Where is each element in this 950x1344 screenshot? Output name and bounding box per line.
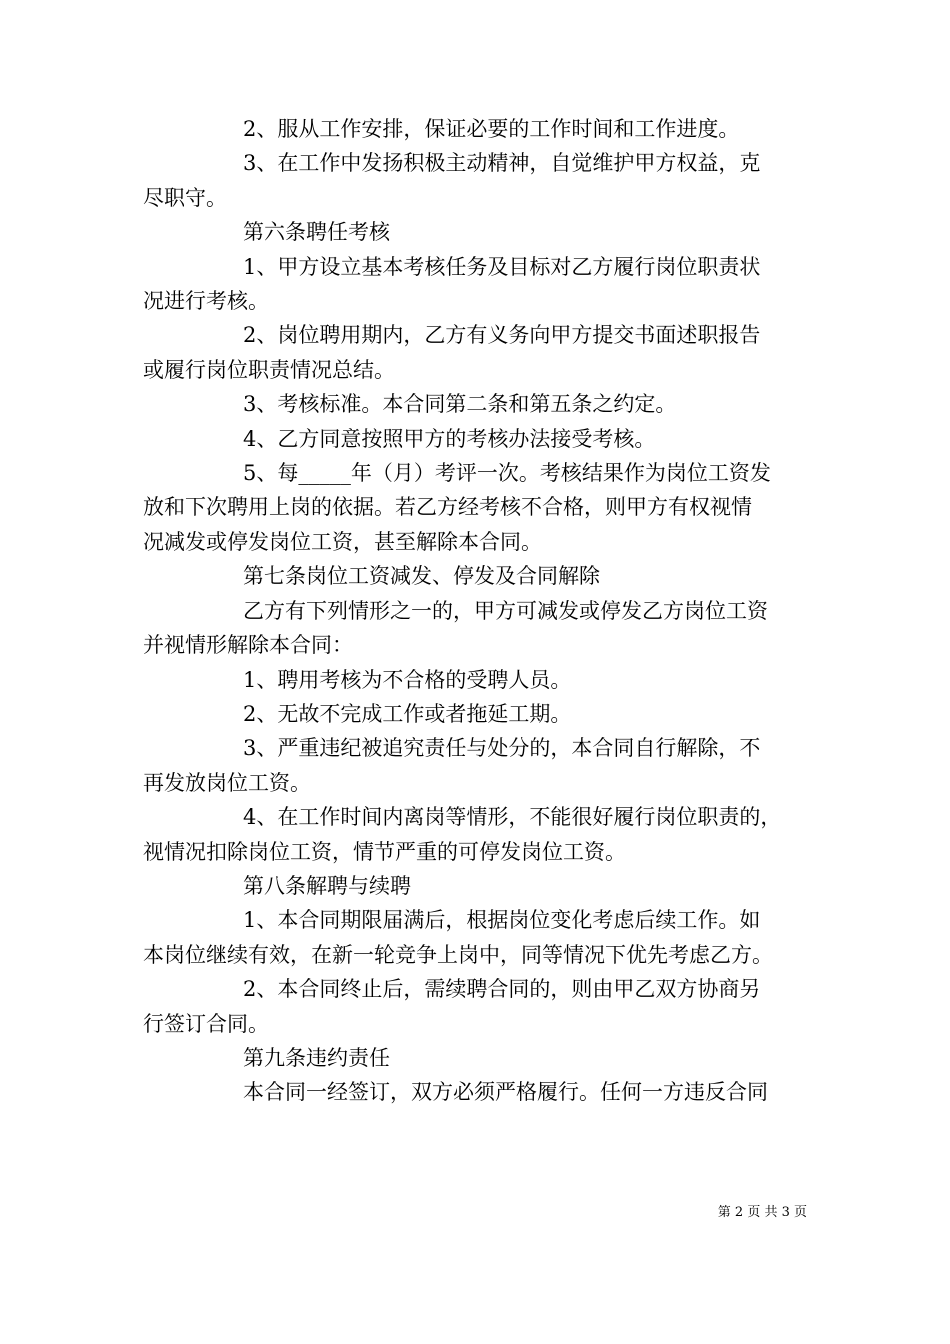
clause-line: 再发放岗位工资。 <box>143 770 311 795</box>
clause-line: 2、岗位聘用期内，乙方有义务向甲方提交书面述职报告 <box>243 323 761 348</box>
clause-line: 本合同一经签订，双方必须严格履行。任何一方违反合同 <box>243 1080 768 1105</box>
clause-line: 尽职守。 <box>143 185 227 210</box>
contract-body <box>143 112 813 1110</box>
article-heading: 第九条违约责任 <box>243 1045 390 1070</box>
page-number: 第 2 页 共 3 页 <box>717 1205 807 1220</box>
clause-line: 1、本合同期限届满后，根据岗位变化考虑后续工作。如 <box>243 908 761 933</box>
clause-line: 1、聘用考核为不合格的受聘人员。 <box>243 667 572 692</box>
clause-line: 3、严重违纪被追究责任与处分的，本合同自行解除，不 <box>243 736 761 761</box>
clause-line: 乙方有下列情形之一的，甲方可减发或停发乙方岗位工资 <box>243 598 768 623</box>
clause-line: 2、无故不完成工作或者拖延工期。 <box>243 701 572 726</box>
clause-line: 2、服从工作安排，保证必要的工作时间和工作进度。 <box>243 117 740 141</box>
clause-line: 并视情形解除本合同： <box>143 633 353 658</box>
clause-line: 5、每_____年（月）考评一次。考核结果作为岗位工资发 <box>243 461 771 486</box>
clause-line: 况进行考核。 <box>143 289 269 314</box>
clause-line: 4、在工作时间内离岗等情形，不能很好履行岗位职责的， <box>243 805 782 830</box>
article-heading: 第八条解聘与续聘 <box>243 873 411 898</box>
clause-line: 1、甲方设立基本考核任务及目标对乙方履行岗位职责状 <box>243 254 761 279</box>
clause-line: 况减发或停发岗位工资，甚至解除本合同。 <box>143 529 542 554</box>
clause-line: 3、考核标准。本合同第二条和第五条之约定。 <box>243 392 677 417</box>
clause-line: 4、乙方同意按照甲方的考核办法接受考核。 <box>243 426 656 451</box>
clause-line: 本岗位继续有效，在新一轮竞争上岗中，同等情况下优先考虑乙方。 <box>143 942 773 967</box>
article-heading: 第七条岗位工资减发、停发及合同解除 <box>243 564 600 589</box>
article-heading: 第六条聘任考核 <box>243 220 390 245</box>
clause-line: 视情况扣除岗位工资，情节严重的可停发岗位工资。 <box>143 839 626 864</box>
clause-line: 2、本合同终止后，需续聘合同的，则由甲乙双方协商另 <box>243 977 761 1002</box>
clause-line: 或履行岗位职责情况总结。 <box>143 357 395 382</box>
clause-line: 3、在工作中发扬积极主动精神，自觉维护甲方权益，克 <box>243 151 761 176</box>
clause-line: 放和下次聘用上岗的依据。若乙方经考核不合格，则甲方有权视情 <box>143 495 752 520</box>
clause-line: 行签订合同。 <box>143 1011 269 1036</box>
